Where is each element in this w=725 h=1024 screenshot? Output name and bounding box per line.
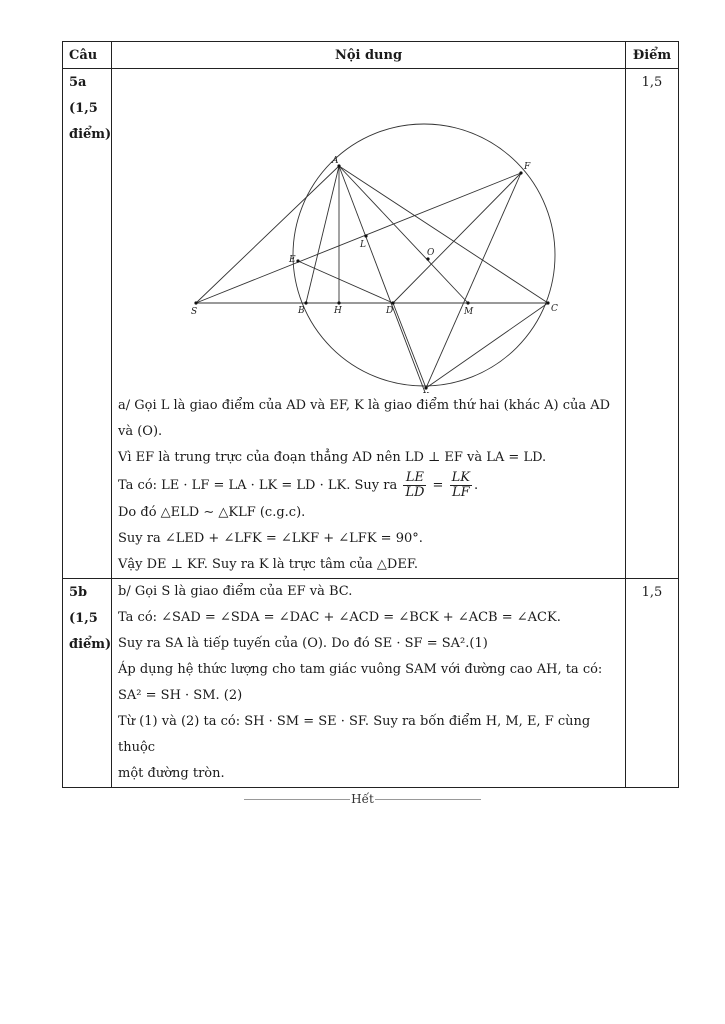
label-b: B — [298, 306, 305, 316]
text-line: Do đó △ELD ∼ △KLF (c.g.c). — [118, 505, 306, 520]
label-o: O — [427, 248, 435, 258]
text-line: Suy ra SA là tiếp tuyến của (O). Do đó SE · SF = SA².(1) — [118, 636, 488, 651]
frac-equals: = — [432, 478, 444, 493]
text-line: b/ Gọi S là giao điểm của EF và BC. — [118, 584, 353, 599]
header-row — [63, 42, 679, 69]
cau-5b — [63, 579, 112, 788]
geometry-figure — [118, 69, 619, 393]
text-line: và (O). — [118, 424, 163, 439]
header-noi-dung: Nội dung — [112, 42, 626, 69]
cau-5b-unit: điểm) — [69, 637, 112, 652]
label-k — [421, 392, 430, 393]
frac-period: . — [473, 478, 479, 493]
frac-num: LE — [403, 471, 426, 486]
label-l: L — [360, 240, 366, 250]
header-cau: Câu — [63, 42, 112, 69]
cau-5a-points: (1,5 — [69, 101, 98, 116]
solution-table — [62, 41, 679, 788]
label-s: S — [191, 307, 198, 317]
footer-text: Hết — [351, 792, 374, 806]
text-line: Áp dụng hệ thức lượng cho tam giác vuông SAM với đường cao AH, ta có: — [118, 662, 603, 677]
cau-5a-unit: điểm) — [69, 127, 112, 142]
text-line: một đường tròn. — [118, 766, 225, 781]
geometry-diagram — [118, 69, 632, 393]
cau-5a — [63, 69, 112, 579]
text-line: Ta có: LE · LF = LA · LK = LD · LK. Suy ra — [118, 478, 398, 493]
label-e: E — [289, 255, 296, 265]
text-line: a/ Gọi L là giao điểm của AD và EF, K là giao điểm thứ hai (khác A) của AD — [118, 398, 611, 413]
footer-rule-left — [244, 799, 350, 800]
label-a: A — [332, 156, 339, 166]
diem-5a: 1,5 — [626, 69, 679, 579]
text-line: Suy ra ∠LED + ∠LFK = ∠LKF + ∠LFK = 90°. — [118, 531, 423, 546]
label-d: D — [386, 306, 394, 316]
cau-5a-label: 5a — [69, 75, 87, 90]
header-diem: Điểm — [626, 42, 679, 69]
cau-5b-label: 5b — [69, 585, 88, 600]
footer-rule-right — [375, 799, 481, 800]
fraction-lk-lf — [450, 471, 472, 500]
diem-5b: 1,5 — [626, 579, 679, 788]
label-m: M — [464, 307, 474, 317]
label-c: C — [551, 304, 558, 314]
fraction-le-ld — [403, 471, 426, 500]
frac-num: LK — [451, 470, 470, 485]
content-5a — [112, 69, 626, 579]
text-line: Vậy DE ⊥ KF. Suy ra K là trực tâm của △DEF. — [118, 557, 418, 572]
content-5b — [112, 579, 626, 788]
text-line: Vì EF là trung trực của đoạn thẳng AD nên LD ⊥ EF và LA = LD. — [118, 450, 547, 465]
end-marker — [0, 792, 725, 806]
text-line: SA² = SH · SM. (2) — [118, 688, 243, 703]
text-line-with-fraction — [118, 471, 619, 500]
text-line: Từ (1) và (2) ta có: SH · SM = SE · SF. Suy ra bốn điểm H, M, E, F cùng thuộc — [118, 714, 591, 755]
label-f: F — [524, 162, 531, 172]
row-5b — [63, 579, 679, 788]
frac-den: LF — [451, 485, 470, 500]
cau-5b-points: (1,5 — [69, 611, 98, 626]
text-line: Ta có: ∠SAD = ∠SDA = ∠DAC + ∠ACD = ∠BCK + ∠ACB = ∠ACK. — [118, 610, 561, 625]
label-h: H — [334, 306, 342, 316]
row-5a — [63, 69, 679, 579]
frac-den: LD — [405, 485, 425, 500]
